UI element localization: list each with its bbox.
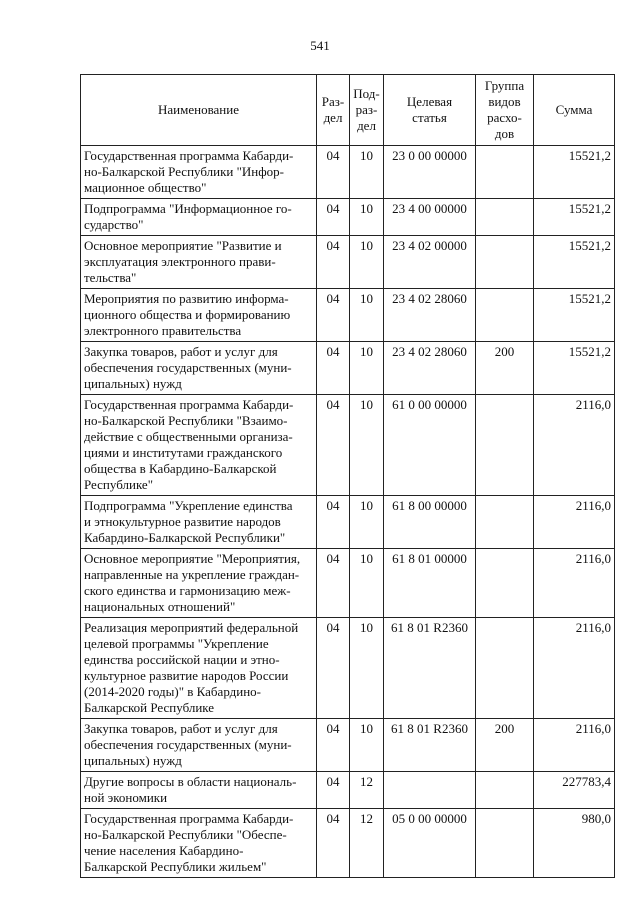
cell-subsection: 10 — [350, 549, 384, 618]
table-row — [81, 618, 615, 719]
header-group: Группа видов расхо- дов — [476, 75, 534, 146]
table-row — [81, 496, 615, 549]
page-number: 541 — [310, 38, 330, 53]
cell-section: 04 — [317, 772, 350, 809]
cell-name: Подпрограмма "Укрепление единства и этнокультурное развитие народов Кабардино-Балкарской Республики" — [81, 496, 317, 549]
cell-subsection: 10 — [350, 618, 384, 719]
table-row — [81, 549, 615, 618]
cell-section: 04 — [317, 719, 350, 772]
cell-subsection: 10 — [350, 289, 384, 342]
cell-target: 05 0 00 00000 — [384, 809, 476, 878]
header-subsection: Под- раз- дел — [350, 75, 384, 146]
header-target: Целевая статья — [384, 75, 476, 146]
cell-name: Государственная программа Кабарди- но-Балкарской Республики "Инфор- мационное общество" — [81, 146, 317, 199]
cell-name: Закупка товаров, работ и услуг для обеспечения государственных (муни- ципальных) нужд — [81, 342, 317, 395]
cell-target — [384, 772, 476, 809]
cell-name: Реализация мероприятий федеральной целевой программы "Укрепление единства российской нации и этно- культурное развитие народов России (2014-2020 годы)" в Кабардино- Балкарской Республике — [81, 618, 317, 719]
header-sum: Сумма — [534, 75, 615, 146]
cell-group — [476, 772, 534, 809]
cell-sum: 2116,0 — [534, 618, 615, 719]
table-header-row — [81, 75, 615, 146]
table-row — [81, 772, 615, 809]
cell-name: Основное мероприятие "Развитие и эксплуатация электронного прави- тельства" — [81, 236, 317, 289]
cell-subsection: 10 — [350, 342, 384, 395]
cell-group: 200 — [476, 719, 534, 772]
cell-target: 61 8 01 R2360 — [384, 719, 476, 772]
cell-target: 23 4 02 28060 — [384, 342, 476, 395]
cell-subsection: 10 — [350, 395, 384, 496]
cell-name: Государственная программа Кабарди- но-Балкарской Республики "Обеспе- чение населения Кабардино- Балкарской Республики жильем" — [81, 809, 317, 878]
cell-sum: 2116,0 — [534, 395, 615, 496]
cell-group: 200 — [476, 342, 534, 395]
table-row — [81, 236, 615, 289]
cell-section: 04 — [317, 146, 350, 199]
cell-sum: 15521,2 — [534, 146, 615, 199]
table-row — [81, 395, 615, 496]
cell-name: Мероприятия по развитию информа- ционного общества и формированию электронного правительства — [81, 289, 317, 342]
table-row — [81, 146, 615, 199]
cell-subsection: 10 — [350, 146, 384, 199]
cell-section: 04 — [317, 549, 350, 618]
cell-subsection: 10 — [350, 719, 384, 772]
cell-target: 61 8 01 00000 — [384, 549, 476, 618]
cell-target: 23 4 02 00000 — [384, 236, 476, 289]
cell-group — [476, 395, 534, 496]
table-row — [81, 719, 615, 772]
cell-target: 61 0 00 00000 — [384, 395, 476, 496]
cell-group — [476, 549, 534, 618]
cell-target: 61 8 00 00000 — [384, 496, 476, 549]
cell-name: Государственная программа Кабарди- но-Балкарской Республики "Взаимо- действие с общественными организа- циями и институтами гражданского общества в Кабардино-Балкарской Республике" — [81, 395, 317, 496]
table-row — [81, 289, 615, 342]
cell-subsection: 10 — [350, 496, 384, 549]
cell-name: Другие вопросы в области националь- ной экономики — [81, 772, 317, 809]
cell-target: 61 8 01 R2360 — [384, 618, 476, 719]
cell-section: 04 — [317, 809, 350, 878]
table-body — [81, 146, 615, 878]
cell-section: 04 — [317, 342, 350, 395]
cell-sum: 2116,0 — [534, 549, 615, 618]
cell-group — [476, 289, 534, 342]
cell-target: 23 4 02 28060 — [384, 289, 476, 342]
cell-section: 04 — [317, 199, 350, 236]
header-name: Наименование — [81, 75, 317, 146]
cell-section: 04 — [317, 496, 350, 549]
cell-target: 23 4 00 00000 — [384, 199, 476, 236]
cell-sum: 980,0 — [534, 809, 615, 878]
cell-sum: 15521,2 — [534, 199, 615, 236]
table-row — [81, 809, 615, 878]
cell-group — [476, 618, 534, 719]
cell-section: 04 — [317, 289, 350, 342]
cell-group — [476, 496, 534, 549]
cell-subsection: 12 — [350, 809, 384, 878]
cell-name: Закупка товаров, работ и услуг для обеспечения государственных (муни- ципальных) нужд — [81, 719, 317, 772]
budget-table — [80, 74, 615, 878]
cell-sum: 2116,0 — [534, 719, 615, 772]
cell-subsection: 12 — [350, 772, 384, 809]
cell-sum: 15521,2 — [534, 236, 615, 289]
cell-group — [476, 809, 534, 878]
cell-sum: 15521,2 — [534, 289, 615, 342]
cell-name: Основное мероприятие "Мероприятия, направленные на укрепление граждан- ского единства и гармонизацию меж- национальных отношений" — [81, 549, 317, 618]
cell-section: 04 — [317, 618, 350, 719]
cell-sum: 227783,4 — [534, 772, 615, 809]
cell-subsection: 10 — [350, 236, 384, 289]
cell-section: 04 — [317, 395, 350, 496]
cell-sum: 15521,2 — [534, 342, 615, 395]
table-row — [81, 342, 615, 395]
cell-group — [476, 199, 534, 236]
cell-subsection: 10 — [350, 199, 384, 236]
header-section: Раз- дел — [317, 75, 350, 146]
table-row — [81, 199, 615, 236]
cell-section: 04 — [317, 236, 350, 289]
cell-sum: 2116,0 — [534, 496, 615, 549]
cell-target: 23 0 00 00000 — [384, 146, 476, 199]
cell-group — [476, 236, 534, 289]
cell-group — [476, 146, 534, 199]
cell-name: Подпрограмма "Информационное го- сударство" — [81, 199, 317, 236]
